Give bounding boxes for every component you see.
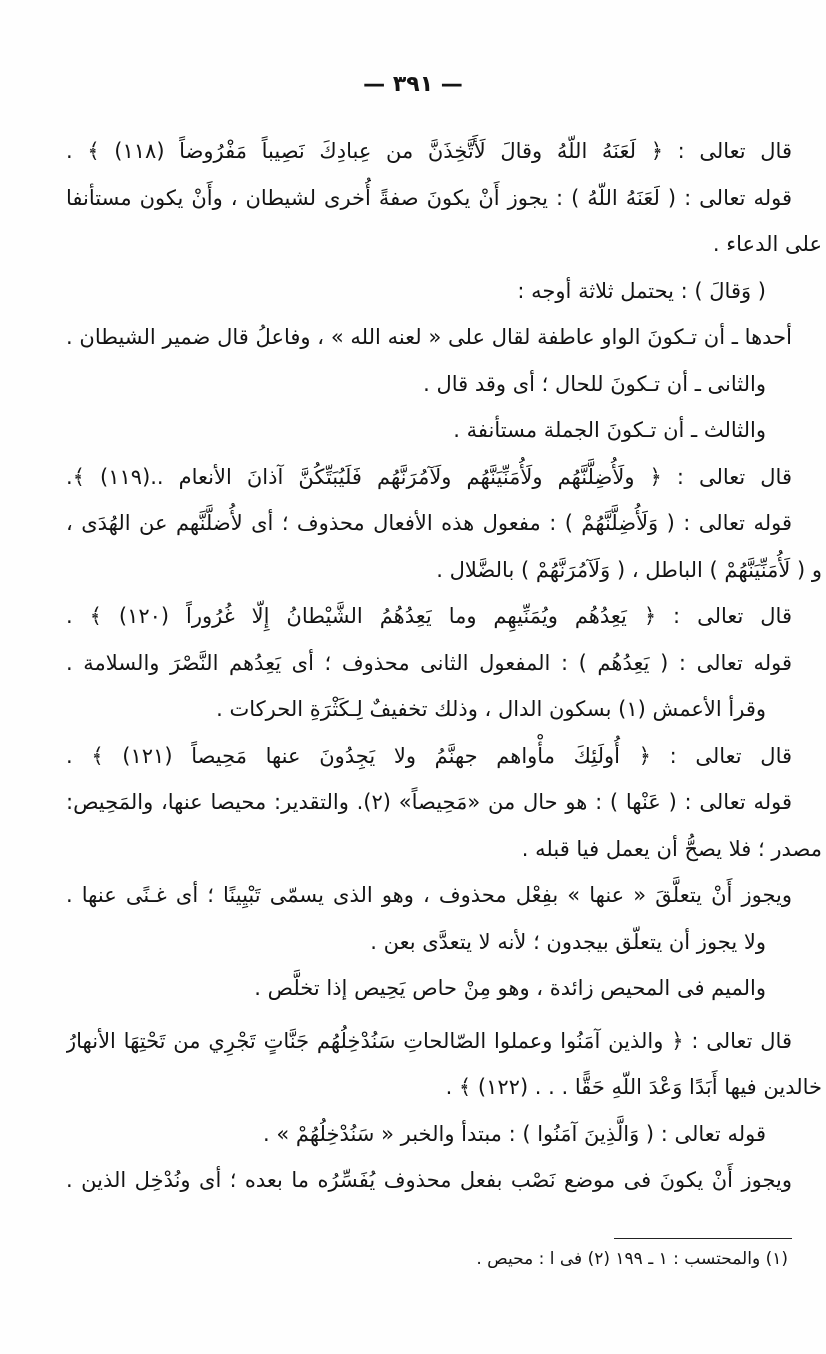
text-line: والميم فى المحيص زائدة ، وهو مِنْ حاص يَحِيص إذا تخلَّص . bbox=[254, 976, 766, 1000]
text-line: ويجوز أَنْ يتعلَّقَ « عنها » بفِعْل محذوف ، وهو الذى يسمّى تَبْيِينًا ؛ أى غـنًى عنها . bbox=[66, 883, 792, 907]
text-line: ولا يجوز أن يتعلّق بيجدون ؛ لأنه لا يتعدَّى بعن . bbox=[370, 929, 766, 954]
text-line: والثانى ـ أن تـكونَ للحال ؛ أى وقد قال . bbox=[423, 371, 766, 396]
text-line: قال تعالى : ﴿ ولَأُضِلَّنَّهُم ولَأُمَنِّيَنَّهُم ولَآمُرَنَّهُم فَلَيُبَتِّكُنَّ آذانَ الأنعام ..(١١٩) ﴾. bbox=[66, 464, 792, 489]
main-text bbox=[66, 128, 822, 1204]
footnotes: (١) والمحتسب : ١ ـ ١٩٩ (٢) فى ا : محيص . bbox=[476, 1249, 788, 1269]
text-line: و ( لَأُمَنِّيَنَّهُمْ ) الباطل ، ( وَلَآمُرَنَّهُمْ ) بالضَّلال . bbox=[436, 557, 822, 582]
text-line: والثالث ـ أن تـكونَ الجملة مستأنفة . bbox=[453, 418, 766, 442]
text-line: قال تعالى : ﴿ أُولَئِكَ مأْواهم جهنَّمُ ولا يَجِدُونَ عنها مَحِيصاً (١٢١) ﴾ . bbox=[66, 743, 792, 768]
text-line: وقرأ الأعمش (١) بسكون الدال ، وذلك تخفيفٌ لِـكَثْرَةِ الحركات . bbox=[216, 697, 766, 721]
text-line: قوله تعالى : ( وَالَّذِينَ آمَنُوا ) : مبتدأ والخبر « سَنُدْخِلُهُمْ » . bbox=[262, 1121, 766, 1146]
text-line: أحدها ـ أن تـكونَ الواو عاطفة لقال على « لعنه الله » ، وفاعلُ قال ضمير الشيطان . bbox=[66, 325, 792, 349]
text-line: قوله تعالى : ( يَعِدُهُم ) : المفعول الثانى محذوف ؛ أى يَعِدُهم النَّصْرَ والسلامة . bbox=[66, 650, 792, 675]
text-line: قال تعالى : ﴿ يَعِدُهُم ويُمَنِّيهِم وما يَعِدُهُمُ الشَّيْطانُ إِلّا غُرُوراً (١٢٠) ﴾ . bbox=[66, 604, 792, 628]
text-line: ويجوز أَنْ يكونَ فى موضع نَصْب بفعل محذوف يُفَسِّرُه ما بعده ؛ أى ونُدْخِل الذين . bbox=[66, 1168, 792, 1192]
text-line: قوله تعالى : ( وَلَأُضِلَّنَّهُمْ ) : مفعول هذه الأفعال محذوف ؛ أى لأُضلَّنَّهم عن الهُدَى ، bbox=[66, 511, 792, 535]
footnote-divider bbox=[614, 1238, 792, 1239]
text-line: قوله تعالى : ( عَنْها ) : هو حال من «مَحِيصاً» (٢). والتقدير: محيصا عنها، والمَحِيص: bbox=[66, 790, 792, 814]
text-line: على الدعاء . bbox=[712, 232, 822, 256]
page-number: — ٣٩١ — bbox=[363, 72, 463, 97]
text-line: خالدين فيها أَبَدًا وَعْدَ اللّهِ حَقًّا . . . (١٢٢) ﴾ . bbox=[445, 1075, 822, 1099]
text-line: مصدر ؛ فلا يصحُّ أن يعمل فيا قبله . bbox=[521, 836, 822, 861]
text-line: قال تعالى : ﴿ والذين آمَنُوا وعملوا الصّالحاتِ سَنُدْخِلُهُم جَنَّاتٍ تَجْرِي من تَحْتِهَا الأنهارُ bbox=[66, 1028, 792, 1053]
text-line: قوله تعالى : ( لَعَنَهُ اللّهُ ) : يجوز أَنْ يكونَ صفةً أُخرى لشيطان ، وأَنْ يكون مستأنفا bbox=[66, 185, 792, 210]
text-line: ( وَقالَ ) : يحتمل ثلاثة أوجه : bbox=[517, 278, 766, 303]
text-line: قال تعالى : ﴿ لَعَنَهُ اللّهُ وقالَ لَأَتَّخِذَنَّ من عِبادِكَ نَصِيباً مَفْرُوضاً (١١٨) ﴾ . bbox=[66, 139, 792, 163]
